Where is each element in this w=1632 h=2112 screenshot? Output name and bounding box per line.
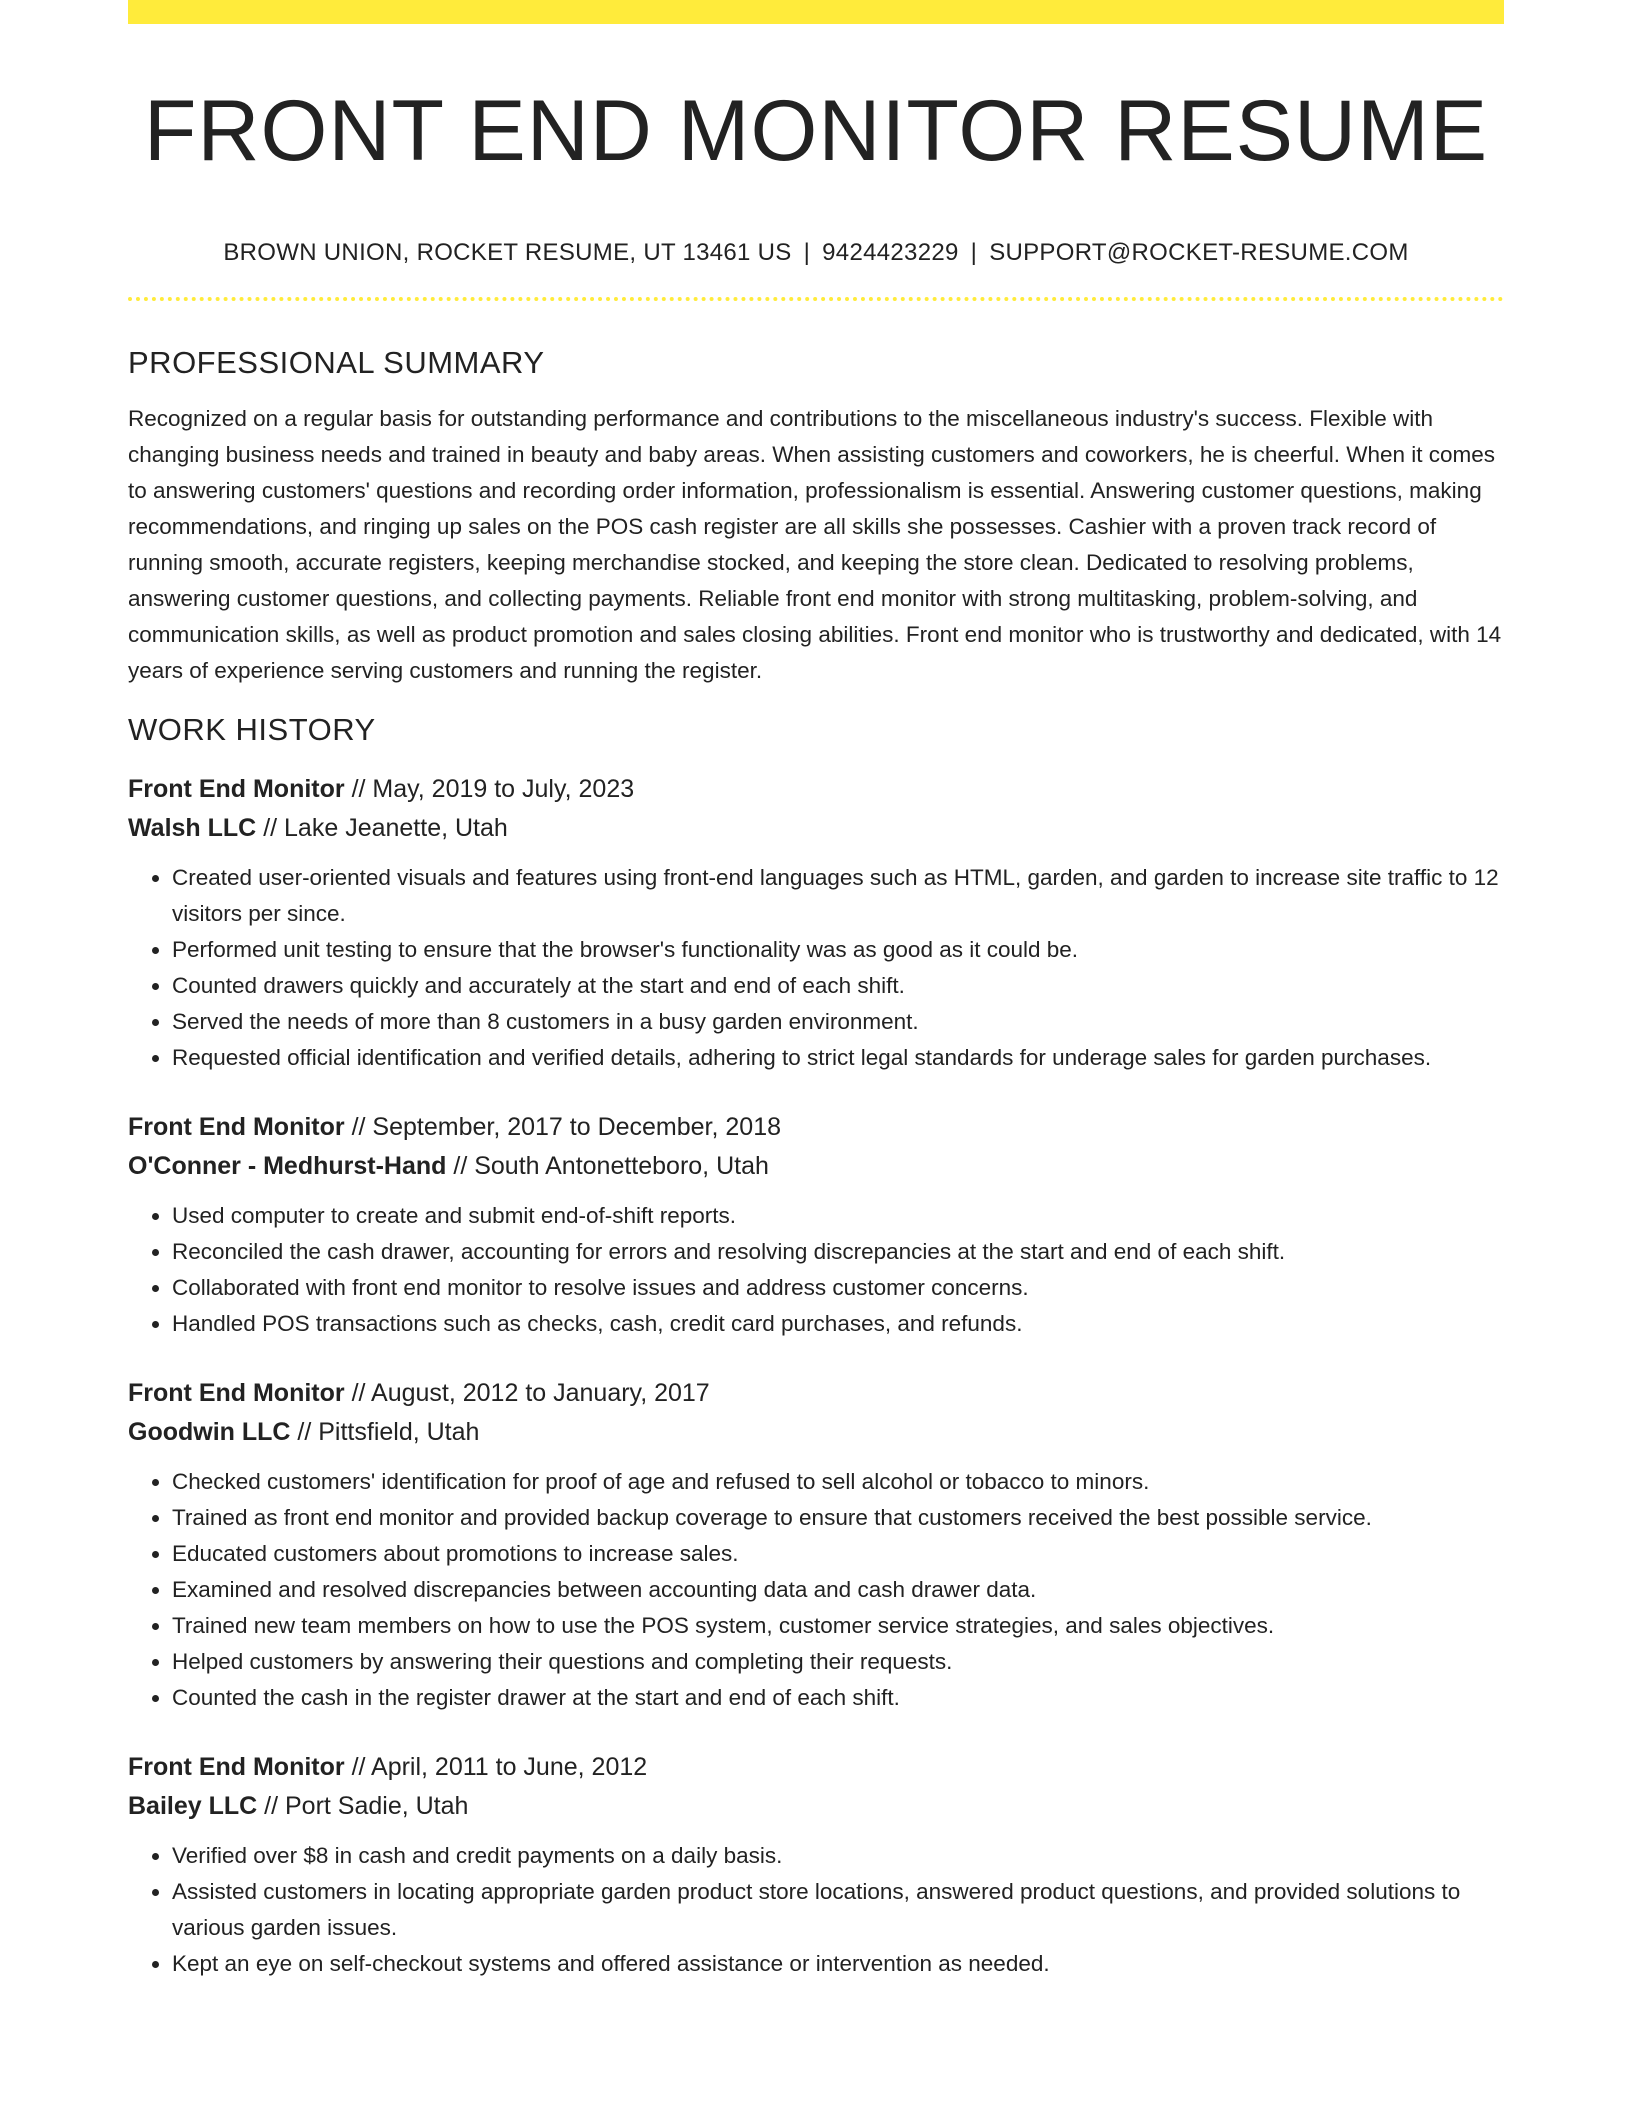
job-company-line [128, 809, 1504, 848]
contact-phone: 9424423229 [822, 239, 959, 267]
job-entry [128, 1108, 1504, 1342]
job-entry [128, 1748, 1504, 1982]
job-bullets [128, 860, 1504, 1076]
accent-top-bar [128, 0, 1504, 24]
list-item: • Trained as front end monitor and provided backup coverage to ensure that customers received the best possible service. [172, 1500, 1504, 1536]
work-history-heading: WORK HISTORY [128, 711, 376, 747]
resume-page [128, 0, 1504, 1982]
list-item: • Created user-oriented visuals and features using front-end languages such as HTML, garden, and garden to increase site traffic to 12 visitors per since. [172, 860, 1504, 932]
contact-line [128, 239, 1504, 267]
job-role: Front End Monitor [128, 774, 345, 803]
summary-text: Recognized on a regular basis for outstanding performance and contributions to the miscellaneous industry's success. Flexible with changing business needs and trained in beauty and baby areas. When assisting customers and coworkers, he is cheerful. When it comes to answering customers' questions and recording order information, professionalism is essential. Answering customer questions, making recommendations, and ringing up sales on the POS cash register are all skills she possesses. Cashier with a proven track record of running smooth, accurate registers, keeping merchandise stocked, and keeping the store clean. Dedicated to resolving problems, answering customer questions, and collecting payments. Reliable front end monitor with strong multitasking, problem-solving, and communication skills, as well as product promotion and sales closing abilities. Front end monitor who is trustworthy and dedicated, with 14 years of experience serving customers and running the register. [128, 406, 1502, 684]
list-item: • Examined and resolved discrepancies between accounting data and cash drawer data. [172, 1572, 1504, 1608]
list-item: • Collaborated with front end monitor to resolve issues and address customer concerns. [172, 1270, 1504, 1306]
list-item: • Helped customers by answering their questions and completing their requests. [172, 1644, 1504, 1680]
list-item: • Kept an eye on self-checkout systems and offered assistance or intervention as needed. [172, 1946, 1504, 1982]
job-role: Front End Monitor [128, 1752, 345, 1781]
job-title-line [128, 1108, 1504, 1147]
list-item: • Verified over $8 in cash and credit payments on a daily basis. [172, 1838, 1504, 1874]
list-item: • Educated customers about promotions to increase sales. [172, 1536, 1504, 1572]
list-item: • Counted the cash in the register drawer at the start and end of each shift. [172, 1680, 1504, 1716]
job-dates: // August, 2012 to January, 2017 [344, 1378, 710, 1407]
dotted-divider [128, 297, 1504, 301]
job-bullets [128, 1838, 1504, 1982]
list-item: • Served the needs of more than 8 customers in a busy garden environment. [172, 1004, 1504, 1040]
job-dates: // September, 2017 to December, 2018 [344, 1112, 782, 1141]
job-role: Front End Monitor [128, 1378, 345, 1407]
job-company: Bailey LLC [128, 1791, 258, 1820]
job-company: Goodwin LLC [128, 1417, 291, 1446]
contact-separator: | [803, 239, 811, 267]
list-item: • Performed unit testing to ensure that the browser's functionality was as good as it could be. [172, 932, 1504, 968]
contact-email: SUPPORT@ROCKET-RESUME.COM [989, 239, 1409, 267]
list-item: • Requested official identification and verified details, adhering to strict legal standards for underage sales for garden purchases. [172, 1040, 1504, 1076]
resume-title: FRONT END MONITOR RESUME [143, 83, 1489, 179]
job-company-line [128, 1787, 1504, 1826]
job-company: O'Conner - Medhurst-Hand [128, 1151, 447, 1180]
job-bullets [128, 1198, 1504, 1342]
job-title-line [128, 1748, 1504, 1787]
job-company-line [128, 1147, 1504, 1186]
job-company: Walsh LLC [128, 813, 257, 842]
job-dates: // May, 2019 to July, 2023 [344, 774, 635, 803]
job-entry [128, 770, 1504, 1076]
job-role: Front End Monitor [128, 1112, 345, 1141]
job-location: // South Antonetteboro, Utah [446, 1151, 769, 1180]
contact-address: BROWN UNION, ROCKET RESUME, UT 13461 US [223, 239, 792, 267]
list-item: • Handled POS transactions such as checks, cash, credit card purchases, and refunds. [172, 1306, 1504, 1342]
work-history-list [128, 770, 1504, 1982]
list-item: • Counted drawers quickly and accurately at the start and end of each shift. [172, 968, 1504, 1004]
contact-separator: | [970, 239, 978, 267]
list-item: • Trained new team members on how to use the POS system, customer service strategies, and sales objectives. [172, 1608, 1504, 1644]
job-title-line [128, 1374, 1504, 1413]
list-item: • Reconciled the cash drawer, accounting for errors and resolving discrepancies at the start and end of each shift. [172, 1234, 1504, 1270]
list-item: • Checked customers' identification for proof of age and refused to sell alcohol or tobacco to minors. [172, 1464, 1504, 1500]
job-location: // Pittsfield, Utah [290, 1417, 480, 1446]
job-company-line [128, 1413, 1504, 1452]
job-dates: // April, 2011 to June, 2012 [344, 1752, 648, 1781]
list-item: • Assisted customers in locating appropriate garden product store locations, answered product questions, and provided solutions to various garden issues. [172, 1874, 1504, 1946]
list-item: • Used computer to create and submit end-of-shift reports. [172, 1198, 1504, 1234]
job-bullets [128, 1464, 1504, 1716]
job-location: // Lake Jeanette, Utah [256, 813, 508, 842]
job-location: // Port Sadie, Utah [257, 1791, 469, 1820]
job-entry [128, 1374, 1504, 1716]
job-title-line [128, 770, 1504, 809]
summary-heading: PROFESSIONAL SUMMARY [128, 345, 545, 381]
